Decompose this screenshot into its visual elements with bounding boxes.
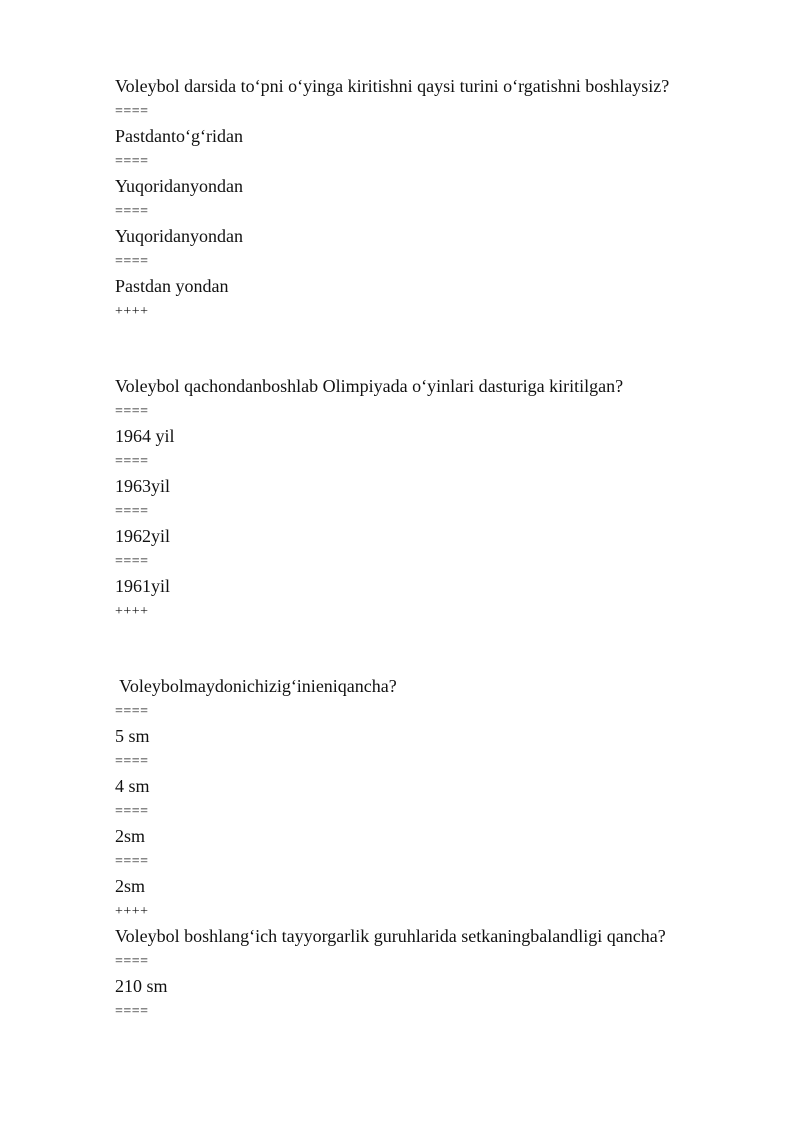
- separator: ====: [115, 1004, 149, 1019]
- separator: ====: [115, 154, 149, 169]
- separator: ====: [115, 954, 149, 969]
- answer-option: 5 sm: [115, 726, 150, 746]
- separator: ====: [115, 554, 149, 569]
- answer-option: Yuqoridanyondan: [115, 176, 243, 196]
- document-page: [115, 74, 755, 1024]
- answer-option: 2sm: [115, 876, 146, 896]
- answer-option: 1963yil: [115, 476, 171, 496]
- question-text: Voleybol boshlang‘ich tayyorgarlik guruhlarida setkaningbalandligi qancha?: [115, 926, 666, 946]
- question-block: [115, 374, 755, 624]
- separator: ====: [115, 204, 149, 219]
- separator: ====: [115, 504, 149, 519]
- separator: ====: [115, 454, 149, 469]
- answer-option: 210 sm: [115, 976, 168, 996]
- answer-option: 1962yil: [115, 526, 171, 546]
- answer-option: 2sm: [115, 826, 146, 846]
- separator: ====: [115, 754, 149, 769]
- separator: ====: [115, 804, 149, 819]
- separator: ====: [115, 104, 149, 119]
- separator: ====: [115, 704, 149, 719]
- answer-option: Pastdan yondan: [115, 276, 229, 296]
- question-block: [115, 74, 755, 324]
- answer-option: 1961yil: [115, 576, 171, 596]
- question-text: Voleybolmaydonichizig‘inieniqancha?: [115, 676, 397, 696]
- question-block: [115, 674, 755, 924]
- spacer: [115, 624, 755, 674]
- separator: ====: [115, 854, 149, 869]
- answer-option: Pastdanto‘g‘ridan: [115, 126, 243, 146]
- spacer: [115, 324, 755, 374]
- question-text: Voleybol darsida to‘pni o‘yinga kiritishni qaysi turini o‘rgatishni boshlaysiz?: [115, 76, 670, 96]
- end-marker: ++++: [115, 904, 149, 919]
- question-block: [115, 924, 755, 1024]
- end-marker: ++++: [115, 304, 149, 319]
- separator: ====: [115, 254, 149, 269]
- answer-option: 1964 yil: [115, 426, 175, 446]
- answer-option: 4 sm: [115, 776, 150, 796]
- end-marker: ++++: [115, 604, 149, 619]
- separator: ====: [115, 404, 149, 419]
- answer-option: Yuqoridanyondan: [115, 226, 243, 246]
- question-text: Voleybol qachondanboshlab Olimpiyada o‘yinlari dasturiga kiritilgan?: [115, 376, 624, 396]
